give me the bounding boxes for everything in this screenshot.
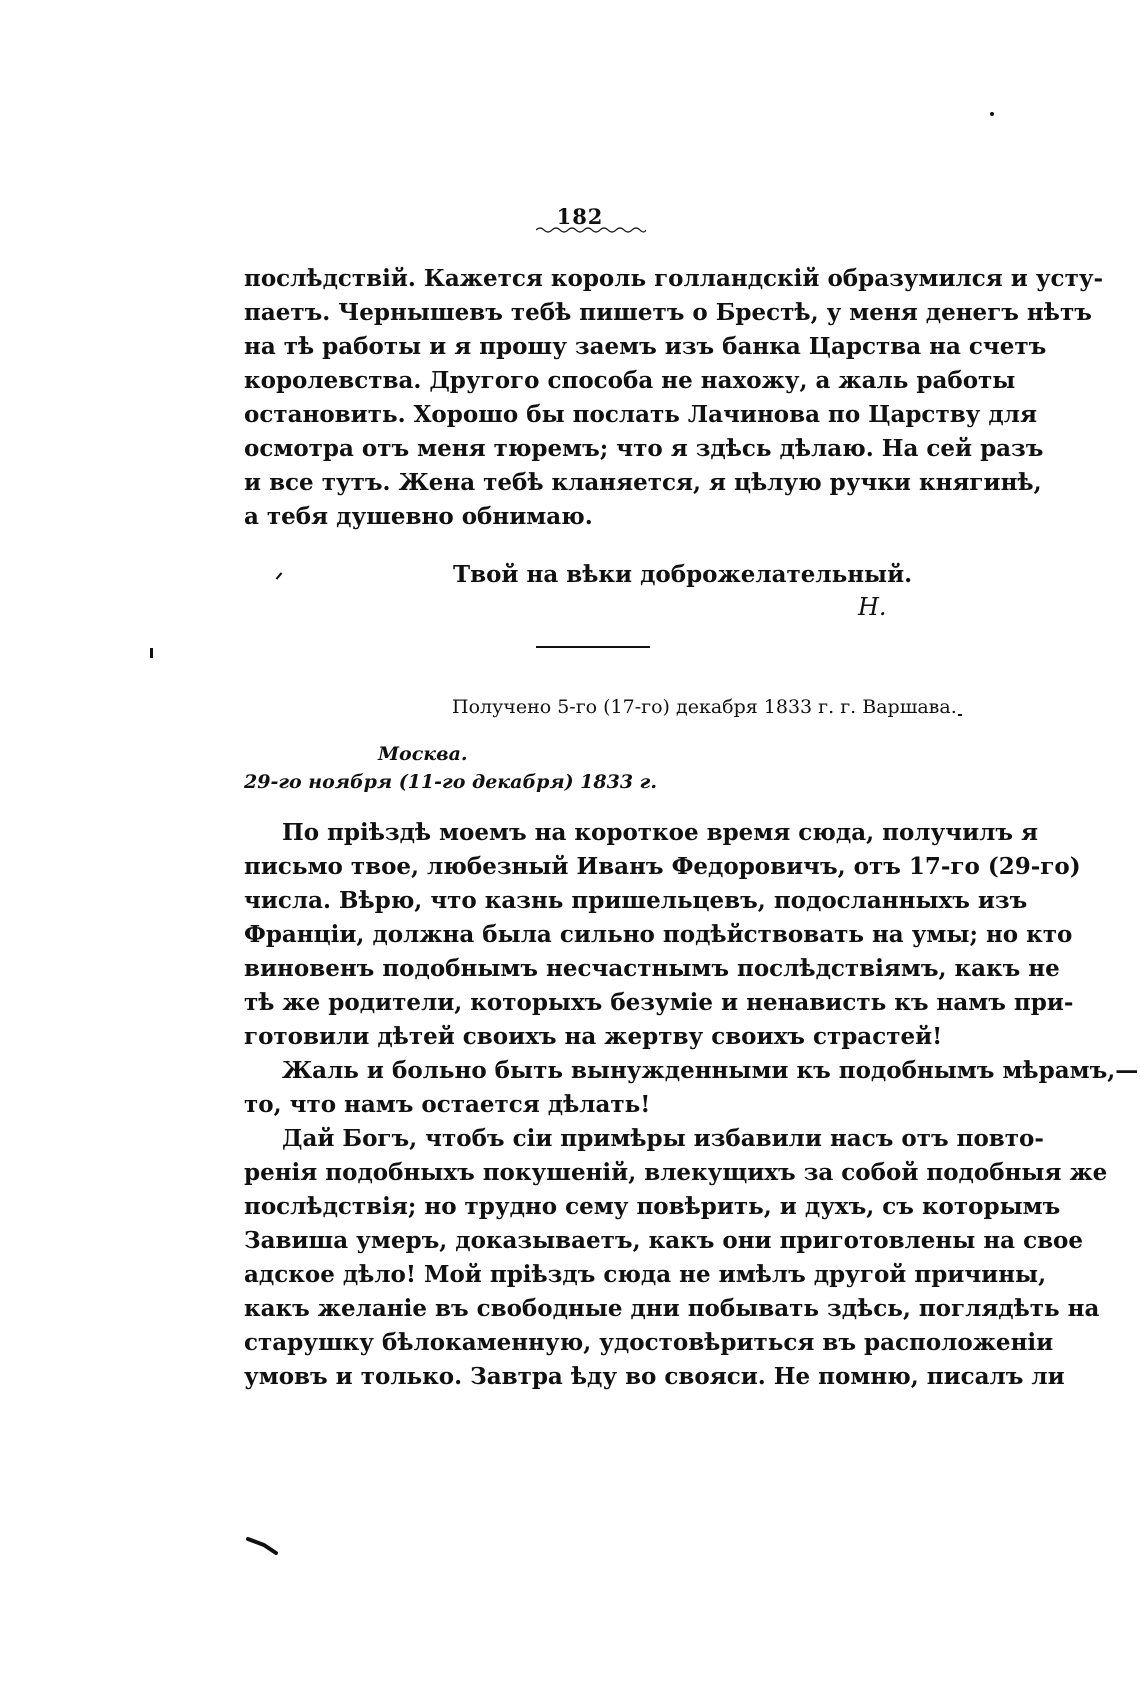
letter-place: Москва. <box>378 743 468 765</box>
text-line: По пріѣздѣ моемъ на короткое время сюда, получилъ я <box>282 819 1039 846</box>
scan-speck <box>150 648 153 658</box>
text-line: остановить. Хорошо бы послать Лачинова по Царству для <box>244 401 1037 428</box>
text-line: адское дѣло! Мой пріѣздъ сюда не имѣлъ другой причины, <box>244 1261 1047 1288</box>
text-line: а тебя душевно обнимаю. <box>244 503 593 530</box>
text-line: Жаль и больно быть вынужденными къ подобнымъ мѣрамъ,— <box>282 1057 1139 1084</box>
scan-speck <box>276 572 283 579</box>
page-number-ornament <box>536 226 646 234</box>
text-line: и все тутъ. Жена тебѣ кланяется, я цѣлую ручки княгинѣ, <box>244 469 1042 496</box>
page-number: 182 <box>556 204 604 229</box>
text-line: на тѣ работы и я прошу заемъ изъ банка Царства на счетъ <box>244 333 1047 360</box>
scan-speck <box>958 714 962 716</box>
text-line: старушку бѣлокаменную, удостовѣриться въ расположеніи <box>244 1329 1054 1356</box>
signature-initial: Н. <box>858 593 887 621</box>
text-line: послѣдствій. Кажется король голландскій образумился и усту- <box>244 265 1104 292</box>
text-line: Завиша умеръ, доказываетъ, какъ они приготовлены на свое <box>244 1227 1084 1254</box>
text-line: умовъ и только. Завтра ѣду во свояси. Не помню, писалъ ли <box>244 1363 1065 1390</box>
text-line: то, что намъ остается дѣлать! <box>244 1091 651 1118</box>
text-line: какъ желаніе въ свободные дни побывать здѣсь, поглядѣть на <box>244 1295 1100 1322</box>
text-line: Дай Богъ, чтобъ сіи примѣры избавили насъ отъ повто- <box>282 1125 1044 1152</box>
text-line: осмотра отъ меня тюремъ; что я здѣсь дѣлаю. На сей разъ <box>244 435 1044 462</box>
text-line: паетъ. Чернышевъ тебѣ пишетъ о Брестѣ, у меня денегъ нѣтъ <box>244 299 1092 326</box>
letter-date: 29-го ноября (11-го декабря) 1833 г. <box>244 771 657 793</box>
scan-speck <box>990 112 994 116</box>
section-divider <box>536 646 650 648</box>
text-line: виновенъ подобнымъ несчастнымъ послѣдствіямъ, какъ не <box>244 955 1060 982</box>
text-line: послѣдствія; но трудно сему повѣрить, и духъ, съ которымъ <box>244 1193 1061 1220</box>
received-note: Получено 5-го (17-го) декабря 1833 г. г. Варшава. <box>452 696 957 718</box>
scan-stroke-mark <box>246 1536 282 1556</box>
text-line: письмо твое, любезный Иванъ Федоровичъ, отъ 17-го (29-го) <box>244 853 1081 880</box>
text-line: тѣ же родители, которыхъ безуміе и ненависть къ намъ при- <box>244 989 1074 1016</box>
text-line: числа. Вѣрю, что казнь пришельцевъ, подосланныхъ изъ <box>244 887 1028 914</box>
text-line: королевства. Другого способа не нахожу, а жаль работы <box>244 367 1016 394</box>
text-line: Франціи, должна была сильно подѣйствовать на умы; но кто <box>244 921 1073 948</box>
text-line: ренія подобныхъ покушеній, влекущихъ за собой подобныя же <box>244 1159 1108 1186</box>
text-line: готовили дѣтей своихъ на жертву своихъ страстей! <box>244 1023 943 1050</box>
closing-salutation: Твой на вѣки доброжелательный. <box>453 561 913 588</box>
